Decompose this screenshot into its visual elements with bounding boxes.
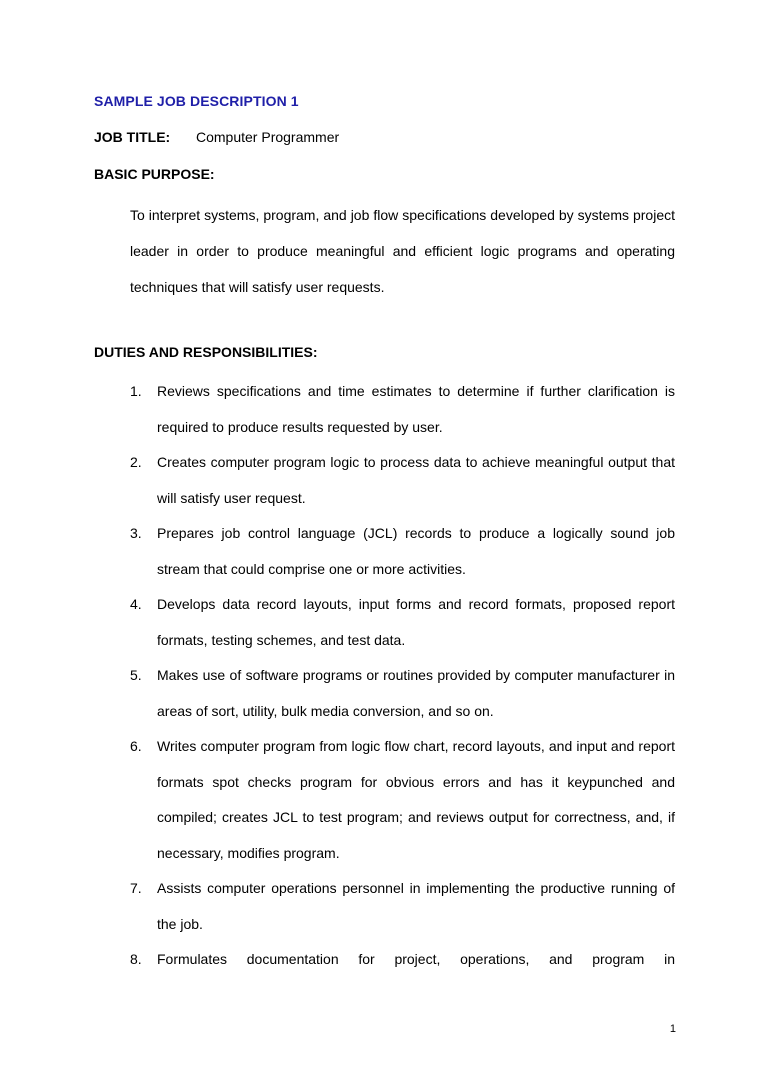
duty-number: 6. <box>130 738 142 754</box>
job-title-label: JOB TITLE: <box>94 129 171 145</box>
duty-number: 7. <box>130 880 142 896</box>
duty-text: Writes computer program from logic flow chart, record layouts, and input and report formats spot checks program for obvious errors and has it keypunched and compiled; creates JCL to test program; and reviews output for correctness, and, if necessary, modifies program. <box>157 738 675 861</box>
duties-label: DUTIES AND RESPONSIBILITIES: <box>94 344 318 360</box>
duty-text: Creates computer program logic to process data to achieve meaningful output that will satisfy user request. <box>157 454 675 506</box>
document-heading: SAMPLE JOB DESCRIPTION 1 <box>94 93 299 109</box>
duty-number: 3. <box>130 525 142 541</box>
duty-item <box>130 516 675 587</box>
duty-item <box>130 871 675 942</box>
duty-number: 4. <box>130 596 142 612</box>
duty-number: 2. <box>130 454 142 470</box>
duty-text: Prepares job control language (JCL) records to produce a logically sound job stream that could comprise one or more activities. <box>157 525 675 577</box>
duty-text: Develops data record layouts, input forms and record formats, proposed report formats, testing schemes, and test data. <box>157 596 675 648</box>
job-title-value: Computer Programmer <box>196 129 340 145</box>
duty-text: Makes use of software programs or routines provided by computer manufacturer in areas of sort, utility, bulk media conversion, and so on. <box>157 667 675 719</box>
duty-number: 8. <box>130 951 142 967</box>
page-number: 1 <box>669 1023 676 1035</box>
job-title-row <box>94 129 339 145</box>
duty-text: Assists computer operations personnel in implementing the productive running of the job. <box>157 880 675 932</box>
duty-item <box>130 729 675 871</box>
duty-item <box>130 658 675 729</box>
duty-item <box>130 445 675 516</box>
duty-number: 1. <box>130 383 142 399</box>
duty-number: 5. <box>130 667 142 683</box>
duties-list <box>130 374 675 978</box>
duty-item <box>130 587 675 658</box>
duty-item <box>130 374 675 445</box>
duty-item <box>130 942 675 978</box>
duty-text: Formulates documentation for project, operations, and program in <box>157 951 675 967</box>
duty-text: Reviews specifications and time estimates to determine if further clarification is required to produce results requested by user. <box>157 383 675 435</box>
basic-purpose-label: BASIC PURPOSE: <box>94 166 215 182</box>
basic-purpose-text: To interpret systems, program, and job flow specifications developed by systems project leader in order to produce meaningful and efficient logic programs and operating techniques that will satisfy user requests. <box>130 207 675 295</box>
